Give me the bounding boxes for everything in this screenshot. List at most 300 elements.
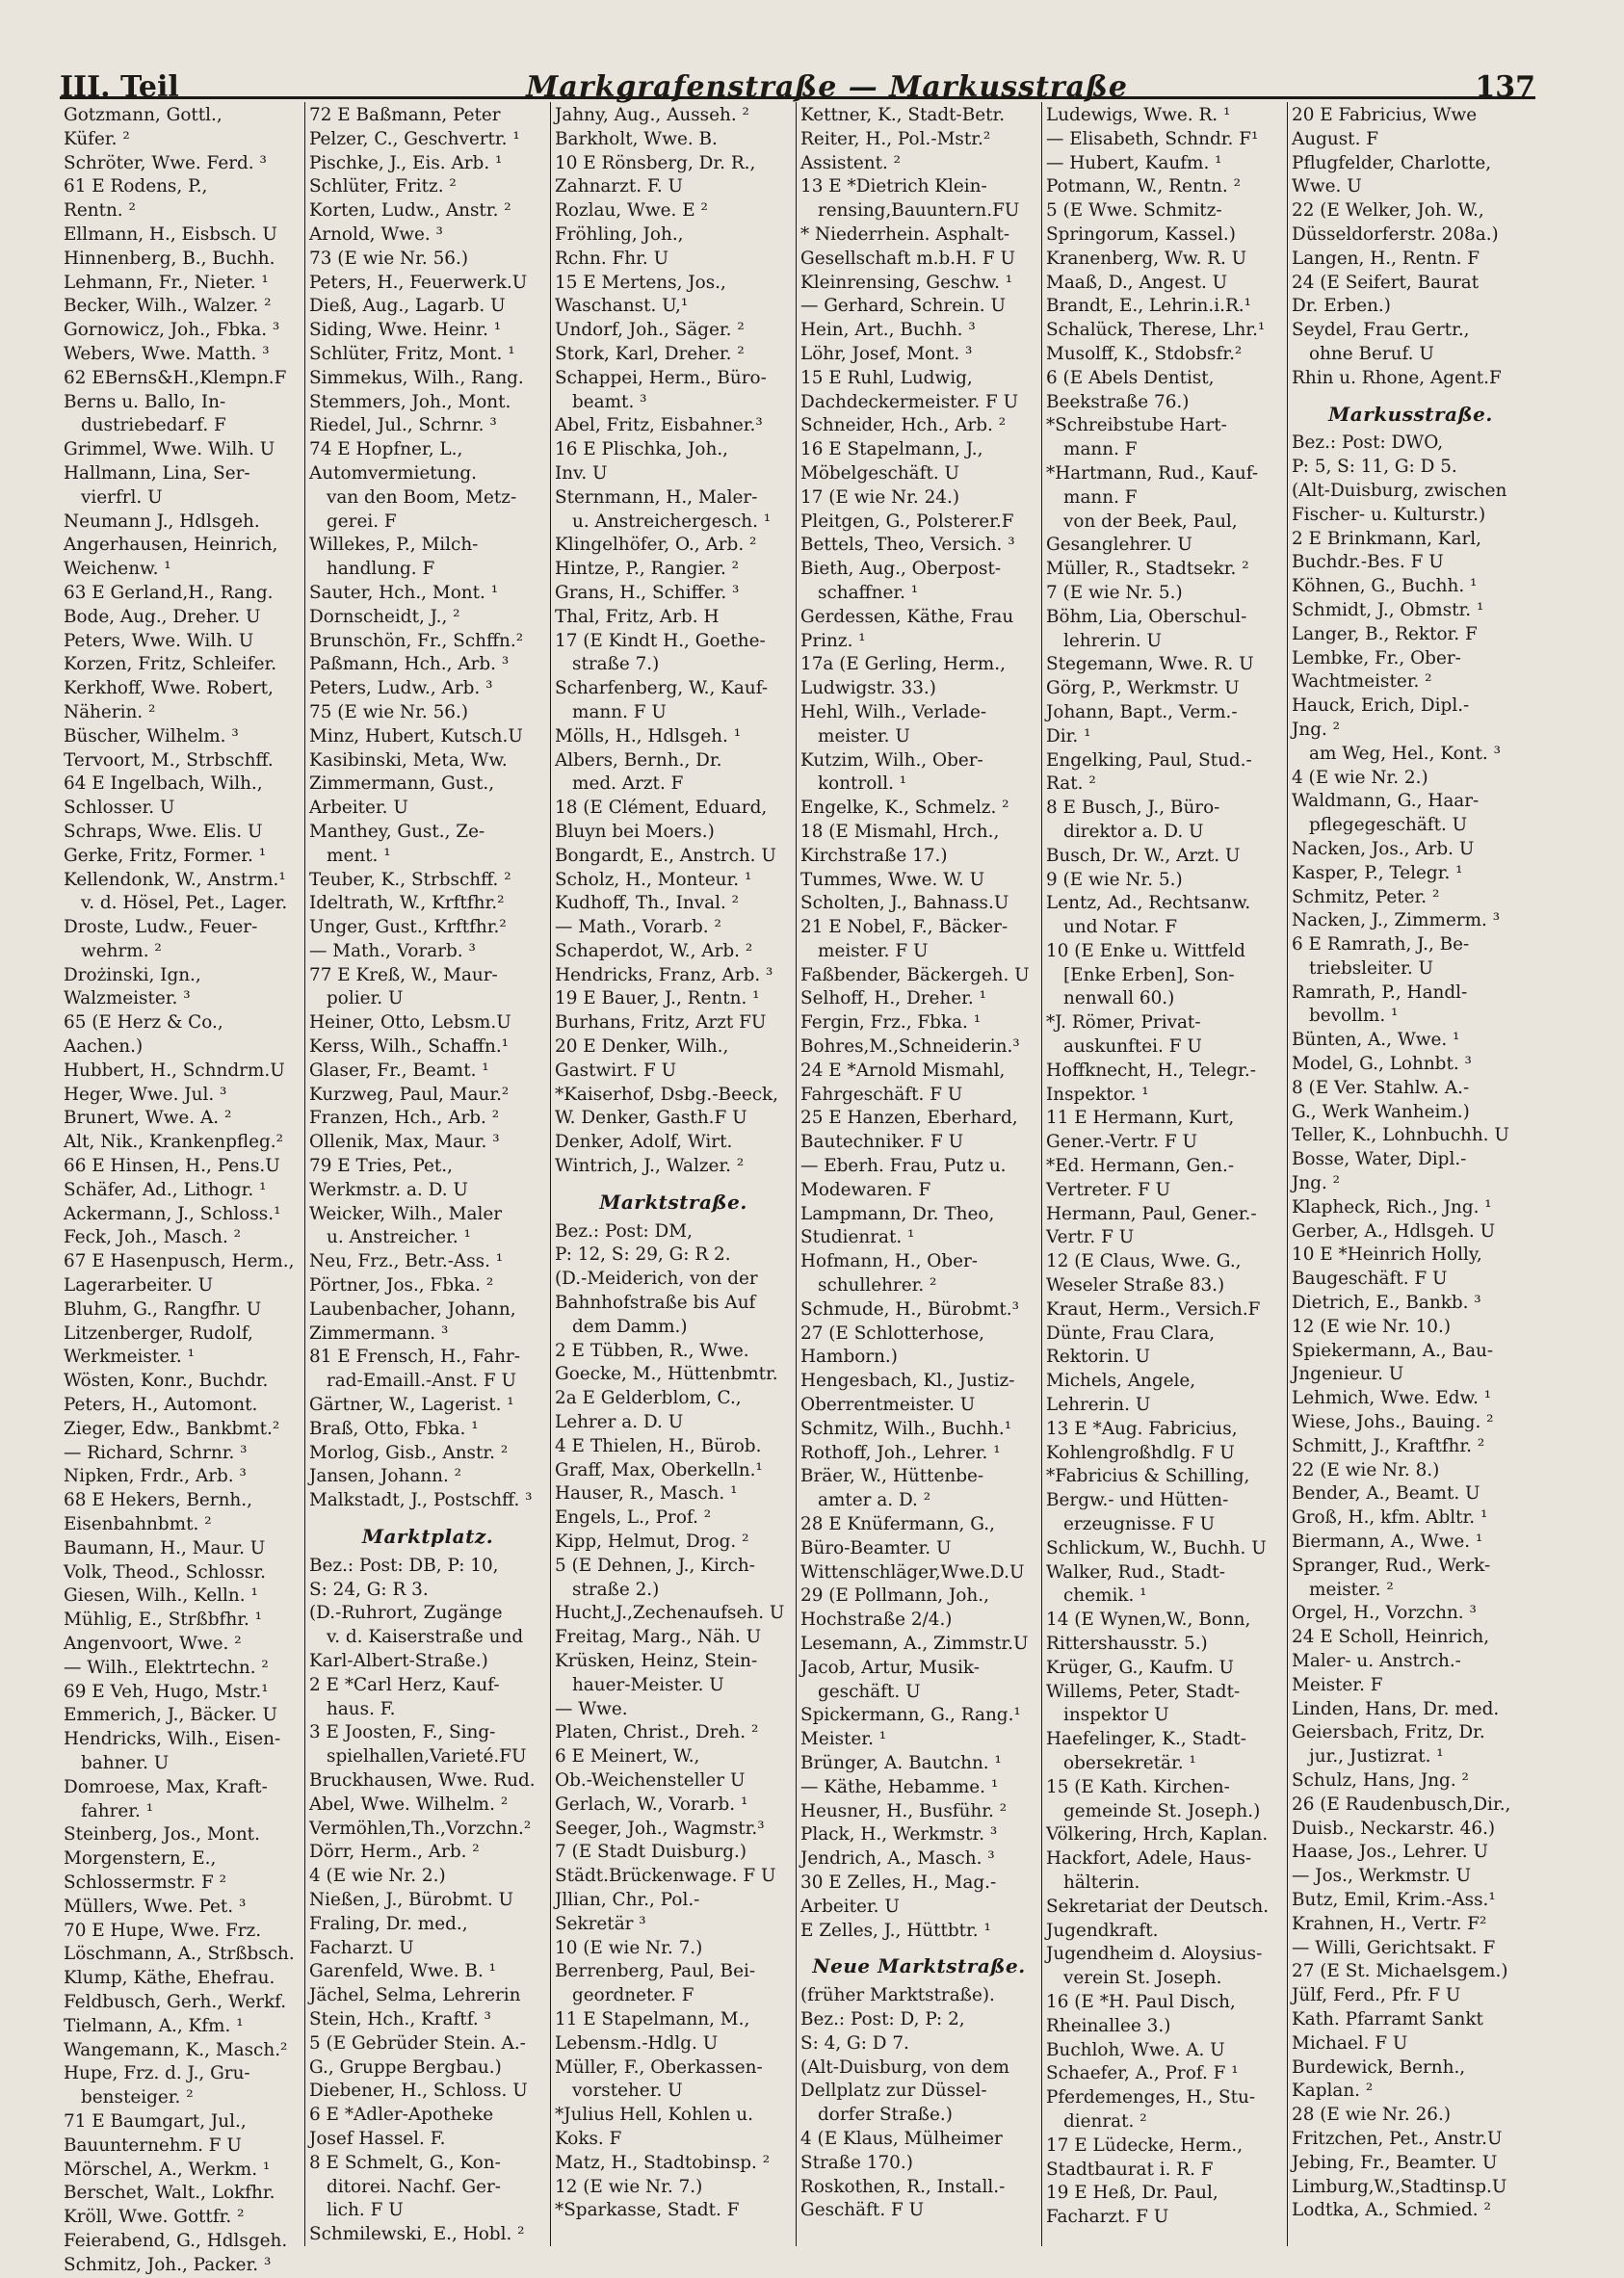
directory-entry: 17 E Lüdecke, Herm.,	[1046, 2134, 1244, 2156]
directory-entry: Bergw.- und Hütten-	[1046, 1490, 1229, 1511]
directory-entry: Schlossermstr. F ²	[64, 1872, 226, 1893]
directory-entry: Hauser, R., Masch. ¹	[555, 1483, 738, 1505]
directory-entry: *Fabricius & Schilling,	[1046, 1466, 1250, 1487]
directory-entry: Weicker, Wilh., Maler	[309, 1203, 503, 1224]
directory-entry: Feck, Joh., Masch. ²	[64, 1227, 242, 1248]
directory-entry: 61 E Rodens, P.,	[64, 176, 208, 197]
directory-entry: 2 E Brinkmann, Karl,	[1292, 528, 1481, 549]
directory-entry: Bräer, W., Hüttenbe-	[800, 1466, 984, 1487]
directory-entry: Krüsken, Heinz, Stein-	[555, 1651, 758, 1671]
directory-entry: Gesellschaft m.b.H. F U	[800, 248, 1015, 269]
directory-entry: Krahnen, H., Vertr. F²	[1292, 1913, 1487, 1934]
directory-entry: 2 E *Carl Herz, Kauf-	[309, 1674, 500, 1695]
directory-entry-continuation: beamt. ³	[572, 391, 647, 412]
directory-entry: Meister. F	[1292, 1674, 1383, 1695]
directory-entry: Heiner, Otto, Lebsm.U	[309, 1012, 511, 1034]
directory-entry-continuation: kontroll. ¹	[818, 773, 907, 795]
directory-entry: Geiersbach, Fritz, Dr.	[1292, 1722, 1485, 1743]
directory-entry-continuation: schullehrer. ²	[818, 1275, 937, 1296]
directory-entry: Seeger, Joh., Wagmstr.³	[555, 1818, 765, 1839]
directory-entry: Morlog, Gisb., Anstr. ²	[309, 1442, 509, 1463]
directory-entry: 11 E Hermann, Kurt,	[1046, 1108, 1235, 1129]
directory-entry: Pferdemenges, H., Stu-	[1046, 2087, 1256, 2108]
directory-entry: Automvermietung.	[309, 462, 477, 484]
directory-entry: Jng. ²	[1292, 1173, 1341, 1194]
directory-entry: Hoffknecht, H., Telegr.-	[1046, 1060, 1256, 1081]
directory-entry: Schmilewski, E., Hobl. ²	[309, 2224, 525, 2245]
directory-entry: Giesen, Wilh., Kelln. ¹	[64, 1585, 258, 1607]
directory-entry-continuation: gerei. F	[327, 511, 397, 532]
directory-entry: Schmude, H., Bürobmt.³	[800, 1298, 1019, 1320]
directory-entry-continuation: dustriebedarf. F	[81, 415, 226, 436]
directory-entry: Bluyn bei Moers.)	[555, 821, 715, 842]
directory-entry: Droste, Ludw., Feuer-	[64, 917, 258, 938]
directory-entry: Gerlach, W., Vorarb. ¹	[555, 1794, 748, 1815]
directory-entry: Hauck, Erich, Dipl.-	[1292, 695, 1470, 717]
directory-entry: 26 (E Raudenbusch,Dir.,	[1292, 1794, 1511, 1815]
directory-entry: Dachdeckermeister. F U	[800, 391, 1019, 412]
directory-entry: Abel, Fritz, Eisbahner.³	[555, 415, 763, 436]
directory-entry: Ob.-Weichensteller U	[555, 1769, 746, 1791]
directory-entry: Feldbusch, Gerh., Werkf.	[64, 1991, 287, 2012]
directory-entry: Steinberg, Jos., Mont.	[64, 1824, 260, 1846]
directory-entry: Kellendonk, W., Anstrm.¹	[64, 869, 286, 890]
directory-entry: 16 (E *H. Paul Disch,	[1046, 1991, 1236, 2012]
directory-entry: Lehrer a. D. U	[555, 1412, 684, 1433]
directory-entry: 69 E Veh, Hugo, Mstr.¹	[64, 1681, 269, 1702]
directory-entry: Riedel, Jul., Schrnr. ³	[309, 415, 497, 436]
directory-entry: Dir. ¹	[1046, 725, 1091, 746]
directory-entry: 13 E *Dietrich Klein-	[800, 176, 987, 197]
directory-entry: 30 E Zelles, H., Mag.-	[800, 1872, 997, 1893]
directory-entry: Schlickum, W., Buchh. U	[1046, 1537, 1267, 1558]
directory-entry-continuation: ohne Beruf. U	[1309, 343, 1434, 364]
directory-entry: Wangemann, K., Masch.²	[64, 2039, 288, 2060]
directory-entry: Morgenstern, E.,	[64, 1848, 217, 1870]
directory-entry: — Willi, Gerichtsakt. F	[1292, 1937, 1496, 1958]
directory-entry: Peters, H., Automont.	[64, 1395, 258, 1416]
directory-entry: 29 (E Pollmann, Joh.,	[800, 1585, 989, 1607]
column-2	[305, 102, 551, 2246]
directory-entry: Kath. Pfarramt Sankt	[1292, 2008, 1483, 2029]
directory-entry: Franzen, Hch., Arb. ²	[309, 1108, 500, 1129]
directory-entry: Schmitz, Peter. ²	[1292, 886, 1440, 907]
directory-entry: Kerkhoff, Wwe. Robert,	[64, 678, 274, 699]
directory-entry: Mühlig, E., Strßbfhr. ¹	[64, 1610, 263, 1631]
directory-entry: Peters, H., Feuerwerk.U	[309, 272, 528, 293]
directory-entry: Neumann J., Hdlsgeh.	[64, 511, 260, 532]
directory-entry: Schneider, Hch., Arb. ²	[800, 415, 1007, 436]
directory-entry: 6 E *Adler-Apotheke	[309, 2105, 494, 2126]
directory-entry: Dr. Erben.)	[1292, 296, 1391, 317]
directory-entry-continuation: dorfer Straße.)	[818, 2105, 953, 2126]
directory-entry-continuation: lehrerin. U	[1063, 630, 1162, 651]
directory-entry: Pörtner, Jos., Fbka. ²	[309, 1275, 494, 1296]
directory-entry: 24 E *Arnold Mismahl,	[800, 1060, 1006, 1081]
directory-entry: Dellplatz zur Düssel-	[800, 2081, 987, 2102]
directory-entry: Bluhm, G., Rangfhr. U	[64, 1298, 262, 1320]
directory-entry: Bünten, A., Wwe. ¹	[1292, 1030, 1460, 1051]
directory-entry: Dornscheidt, J., ²	[309, 606, 460, 627]
directory-entry: 5 (E Gebrüder Stein. A.-	[309, 2032, 526, 2054]
directory-entry: Schlüter, Fritz, Mont. ¹	[309, 343, 515, 364]
directory-entry: — Gerhard, Schrein. U	[800, 296, 1007, 317]
directory-entry-continuation: triebsleiter. U	[1309, 957, 1434, 979]
directory-entry: Wintrich, J., Walzer. ²	[555, 1156, 745, 1177]
directory-entry: Nacken, J., Zimmerm. ³	[1292, 910, 1501, 931]
directory-entry: Gesanglehrer. U	[1046, 535, 1192, 556]
directory-entry: Kasper, P., Telegr. ¹	[1292, 862, 1463, 883]
directory-entry: 71 E Baumgart, Jul.,	[64, 2110, 247, 2132]
directory-entry: Bender, A., Beamt. U	[1292, 1483, 1480, 1505]
directory-entry: Plack, H., Werkmstr. ³	[800, 1824, 998, 1846]
directory-entry: Studienrat. ¹	[800, 1227, 915, 1248]
directory-entry: Müller, R., Stadtsekr. ²	[1046, 559, 1249, 580]
directory-entry: Arbeiter. U	[309, 798, 408, 819]
directory-entry: Schäfer, Ad., Lithogr. ¹	[64, 1179, 267, 1200]
directory-entry: Weseler Straße 83.)	[1046, 1275, 1225, 1296]
directory-entry-continuation: bensteiger. ²	[81, 2087, 194, 2108]
directory-entry: Vertr. F U	[1046, 1227, 1135, 1248]
directory-entry: Dietrich, E., Bankb. ³	[1292, 1293, 1481, 1314]
directory-entry: Oberrentmeister. U	[800, 1395, 976, 1416]
directory-entry: Berschet, Walt., Lokfhr.	[64, 2183, 275, 2204]
directory-entry: Böhm, Lia, Oberschul-	[1046, 606, 1247, 627]
directory-entry: Korzen, Fritz, Schleifer.	[64, 654, 277, 675]
directory-entry-continuation: [Enke Erben], Son-	[1063, 964, 1235, 985]
directory-entry: Lagerarbeiter. U	[64, 1275, 214, 1296]
directory-entry: Willekes, P., Milch-	[309, 535, 479, 556]
directory-entry: 12 (E wie Nr. 10.)	[1292, 1316, 1452, 1337]
directory-entry-continuation: von der Beek, Paul,	[1063, 511, 1238, 532]
directory-entry: Hubbert, H., Schndrm.U	[64, 1060, 285, 1081]
directory-entry: Gerdessen, Käthe, Frau	[800, 606, 1014, 627]
directory-entry-continuation: hauer-Meister. U	[572, 1674, 724, 1695]
directory-entry: Kipp, Helmut, Drog. ²	[555, 1532, 749, 1553]
directory-entry: Denker, Adolf, Wirt.	[555, 1132, 733, 1153]
directory-entry-continuation: vierfrl. U	[81, 486, 163, 508]
directory-entry: Hucht,J.,Zechenaufseh. U	[555, 1603, 785, 1624]
directory-entry-continuation: dienrat. ²	[1063, 2110, 1147, 2132]
directory-entry-continuation: lich. F U	[327, 2200, 404, 2221]
directory-entry: Kirchstraße 17.)	[800, 845, 948, 866]
directory-entry: Schappei, Herm., Büro-	[555, 367, 767, 388]
directory-entry: Schmitz, Joh., Packer. ³	[64, 2254, 272, 2275]
column-1	[60, 102, 305, 2275]
directory-entry: E Zelles, J., Hüttbtr. ¹	[800, 1920, 991, 1941]
directory-entry: Biermann, A., Wwe. ¹	[1292, 1532, 1483, 1553]
directory-entry: Bohres,M.,Schneiderin.³	[800, 1036, 1020, 1058]
directory-entry: Hackfort, Adele, Haus-	[1046, 1848, 1252, 1870]
street-heading: Marktplatz.	[361, 1525, 494, 1549]
directory-entry: 74 E Hopfner, L.,	[309, 439, 463, 460]
directory-entry-continuation: auskunftei. F U	[1063, 1036, 1202, 1058]
directory-entry: Peters, Wwe. Wilh. U	[64, 630, 254, 651]
directory-entry: 15 E Ruhl, Ludwig,	[800, 367, 973, 388]
directory-entry: Städt.Brückenwage. F U	[555, 1866, 776, 1887]
directory-entry: 28 E Knüfermann, G.,	[800, 1514, 995, 1535]
directory-entry: Jugendheim d. Aloysius-	[1046, 1944, 1263, 1965]
directory-entry: Duisb., Neckarstr. 46.)	[1292, 1818, 1496, 1839]
directory-entry-continuation: mann. F	[1063, 486, 1138, 508]
directory-entry: 12 (E wie Nr. 7.)	[555, 2176, 703, 2197]
directory-entry: Malkstadt, J., Postschff. ³	[309, 1490, 533, 1511]
directory-entry: Fraling, Dr. med.,	[309, 1913, 468, 1934]
directory-entry-continuation: med. Arzt. F	[572, 773, 684, 795]
directory-entry: Aachen.)	[64, 1036, 144, 1058]
directory-entry: Wwe. U	[1292, 176, 1362, 197]
directory-entry: Jülf, Ferd., Pfr. F U	[1292, 1985, 1461, 2006]
directory-entry: Pflugfelder, Charlotte,	[1292, 152, 1492, 173]
directory-entry: Hehl, Wilh., Verlade-	[800, 701, 987, 722]
directory-entry: (Alt-Duisburg, von dem	[800, 2056, 1009, 2078]
street-heading: Marktstraße.	[599, 1190, 747, 1214]
directory-entry: 7 (E Stadt Duisburg.)	[555, 1842, 747, 1863]
directory-entry: Langen, H., Rentn. F	[1292, 248, 1480, 269]
directory-entry: Butz, Emil, Krim.-Ass.¹	[1292, 1889, 1496, 1910]
directory-entry: Teuber, K., Strbschff. ²	[309, 869, 511, 890]
directory-entry: 24 (E Seifert, Baurat	[1292, 272, 1480, 293]
directory-entry: 6 E Meinert, W.,	[555, 1746, 700, 1767]
directory-entry: Wösten, Konr., Buchdr.	[64, 1371, 269, 1392]
directory-entry: Baugeschäft. F U	[1292, 1269, 1448, 1290]
directory-entry-continuation: direktor a. D. U	[1063, 821, 1204, 842]
directory-entry: Tielmann, A., Kfm. ¹	[64, 2015, 244, 2036]
directory-entry: Haefelinger, K., Stadt-	[1046, 1729, 1246, 1750]
directory-entry: Rat. ²	[1046, 773, 1096, 795]
directory-entry: Neu, Frz., Betr.-Ass. ¹	[309, 1251, 504, 1272]
directory-entry: Gerber, A., Hdlsgeh. U	[1292, 1220, 1496, 1242]
directory-entry: *Hartmann, Rud., Kauf-	[1046, 462, 1259, 484]
directory-entry: Pischke, J., Eis. Arb. ¹	[309, 152, 503, 173]
directory-entry: 77 E Kreß, W., Maur-	[309, 964, 498, 985]
directory-entry: Stemmers, Joh., Mont.	[309, 391, 511, 412]
directory-entry: Zahnarzt. F. U	[555, 176, 684, 197]
directory-entry: Brunert, Wwe. A. ²	[64, 1108, 232, 1129]
directory-entry: Reiter, H., Pol.-Mstr.²	[800, 128, 991, 149]
directory-entry-continuation: u. Anstreichergesch. ¹	[572, 511, 772, 532]
directory-entry: 19 E Heß, Dr. Paul,	[1046, 2183, 1218, 2204]
directory-entry: Lesemann, A., Zimmstr.U	[800, 1634, 1029, 1654]
directory-entry-continuation: polier. U	[327, 988, 404, 1009]
directory-entry: Spranger, Rud., Werk-	[1292, 1555, 1491, 1576]
directory-entry: Beekstraße 76.)	[1046, 391, 1190, 412]
directory-entry: Berrenberg, Paul, Bei-	[555, 1961, 756, 1982]
directory-entry: Platen, Christ., Dreh. ²	[555, 1722, 759, 1743]
directory-entry: Schmitt, J., Kraftfhr. ²	[1292, 1435, 1485, 1456]
directory-entry: Gerke, Fritz, Former. ¹	[64, 845, 267, 866]
directory-entry-continuation: gemeinde St. Joseph.)	[1063, 1800, 1261, 1821]
directory-entry-continuation: meister. U	[818, 725, 910, 746]
directory-entry: Nacken, Jos., Arb. U	[1292, 838, 1475, 859]
directory-entry: 28 (E wie Nr. 26.)	[1292, 2105, 1452, 2126]
directory-entry: Küfer. ²	[64, 128, 130, 149]
directory-entry: — Hubert, Kaufm. ¹	[1046, 152, 1222, 173]
directory-entry: Lembke, Fr., Ober-	[1292, 647, 1461, 668]
directory-entry: Bosse, Water, Dipl.-	[1292, 1149, 1467, 1170]
directory-entry: Ellmann, H., Eisbsch. U	[64, 223, 277, 245]
directory-entry: Hamborn.)	[800, 1347, 898, 1368]
directory-entry: Simmekus, Wilh., Rang.	[309, 367, 524, 388]
directory-entry: 18 (E Clément, Eduard,	[555, 798, 768, 819]
directory-entry: Zieger, Edw., Bankbmt.²	[64, 1418, 280, 1439]
directory-entry: Bautechniker. F U	[800, 1132, 964, 1153]
directory-entry: S: 24, G: R 3.	[309, 1579, 429, 1600]
column-6	[1288, 102, 1533, 2246]
column-3	[551, 102, 797, 2246]
directory-entry: Sternmann, H., Maler-	[555, 486, 758, 508]
directory-entry: Domroese, Max, Kraft-	[64, 1776, 268, 1797]
directory-entry: Siding, Wwe. Heinr. ¹	[309, 320, 502, 341]
directory-entry: Stein, Hch., Kraftf. ³	[309, 2008, 491, 2029]
directory-entry: Dünte, Frau Clara,	[1046, 1322, 1216, 1344]
directory-entry: Büscher, Wilhelm. ³	[64, 725, 239, 746]
directory-entry: 5 (E Dehnen, J., Kirch-	[555, 1555, 755, 1576]
directory-entry: Orgel, H., Vorzchn. ³	[1292, 1603, 1477, 1624]
directory-entry: Arnold, Wwe. ³	[309, 223, 443, 245]
directory-entry: Litzenberger, Rudolf,	[64, 1322, 253, 1344]
directory-entry-continuation: spielhallen,Varieté.FU	[327, 1746, 527, 1767]
directory-entry: Garenfeld, Wwe. B. ¹	[309, 1961, 497, 1982]
directory-entry: Grimmel, Wwe. Wilh. U	[64, 439, 275, 460]
header-rule	[60, 96, 1535, 99]
directory-entry: Hengesbach, Kl., Justiz-	[800, 1371, 1015, 1392]
directory-entry: Busch, Dr. W., Arzt. U	[1046, 845, 1241, 866]
directory-entry: 9 (E wie Nr. 5.)	[1046, 869, 1183, 890]
directory-entry: Werkmstr. a. D. U	[309, 1179, 468, 1200]
directory-entry: 27 (E Schlotterhose,	[800, 1322, 984, 1344]
directory-entry: Kohlengroßhdlg. F U	[1046, 1442, 1235, 1463]
directory-entry: Rektorin. U	[1046, 1347, 1151, 1368]
directory-entry: Ludwigstr. 33.)	[800, 678, 936, 699]
directory-entry: Roskothen, R., Install.-	[800, 2176, 1006, 2197]
directory-entry: Jngenieur. U	[1292, 1364, 1404, 1385]
directory-entry-continuation: meister. ²	[1309, 1579, 1394, 1600]
directory-entry: 27 (E St. Michaelsgem.)	[1292, 1961, 1508, 1982]
directory-entry: Alt, Nik., Krankenpfleg.²	[64, 1132, 284, 1153]
directory-entry: Emmerich, J., Bäcker. U	[64, 1705, 277, 1726]
directory-entry: Schlosser. U	[64, 798, 175, 819]
directory-entry: 64 E Ingelbach, Wilh.,	[64, 773, 263, 795]
directory-entry: Minz, Hubert, Kutsch.U	[309, 725, 523, 746]
directory-entry-continuation: pflegegeschäft. U	[1309, 815, 1468, 836]
directory-entry-continuation: amter a. D. ²	[818, 1490, 931, 1511]
entry-columns	[60, 102, 1535, 2275]
directory-entry-continuation: am Weg, Hel., Kont. ³	[1309, 743, 1501, 764]
directory-entry-continuation: van den Boom, Metz-	[327, 486, 517, 508]
directory-entry: Dörr, Herm., Arb. ²	[309, 1842, 480, 1863]
directory-entry: Matz, H., Stadtobinsp. ²	[555, 2152, 771, 2173]
directory-entry: Bez.: Post: D, P: 2,	[800, 2008, 965, 2029]
directory-entry: Hofmann, H., Ober-	[800, 1251, 979, 1272]
directory-entry-continuation: v. d. Hösel, Pet., Lager.	[81, 893, 288, 914]
directory-entry: Düsseldorferstr. 208a.)	[1292, 223, 1499, 245]
directory-entry: Rentn. ²	[64, 200, 136, 222]
directory-entry: Josef Hassel. F.	[309, 2128, 446, 2149]
directory-entry: Bieth, Aug., Oberpost-	[800, 559, 1002, 580]
directory-entry: Löhr, Josef, Mont. ³	[800, 343, 973, 364]
directory-entry: Brünger, A. Bautchn. ¹	[800, 1752, 1002, 1773]
directory-entry: Schlüter, Fritz. ²	[309, 176, 457, 197]
directory-entry: — Jos., Werkmstr. U	[1292, 1866, 1472, 1887]
directory-entry: Peters, Ludw., Arb. ³	[309, 678, 493, 699]
directory-entry: Modewaren. F	[800, 1179, 931, 1200]
directory-entry: Schulz, Hans, Jng. ²	[1292, 1769, 1469, 1791]
directory-entry: Graff, Max, Oberkelln.¹	[555, 1459, 763, 1480]
directory-entry: Vermöhlen,Th.,Vorzchn.²	[309, 1818, 532, 1839]
directory-entry: 8 E Busch, J., Büro-	[1046, 798, 1220, 819]
directory-entry: (D.-Ruhrort, Zugänge	[309, 1603, 503, 1624]
directory-entry: Assistent. ²	[800, 152, 902, 173]
directory-entry: Glaser, Fr., Beamt. ¹	[309, 1060, 489, 1081]
directory-entry-continuation: bahner. U	[81, 1752, 170, 1773]
directory-entry: Krüger, G., Kaufm. U	[1046, 1657, 1235, 1678]
directory-entry: — Eberh. Frau, Putz u.	[800, 1156, 1007, 1177]
directory-entry: Stegemann, Wwe. R. U	[1046, 654, 1254, 675]
directory-entry: Springorum, Kassel.)	[1046, 223, 1236, 245]
directory-entry: Müller, F., Oberkassen-	[555, 2056, 763, 2078]
directory-entry: 11 E Stapelmann, M.,	[555, 2008, 750, 2029]
directory-entry: Bez.: Post: DM,	[555, 1220, 693, 1242]
directory-entry: Hermann, Paul, Gener.-	[1046, 1203, 1257, 1224]
directory-entry: Rittershausstr. 5.)	[1046, 1634, 1208, 1654]
directory-entry: Jllian, Chr., Pol.-	[555, 1889, 700, 1910]
directory-entry: Schraps, Wwe. Elis. U	[64, 821, 263, 842]
directory-entry: G., Werk Wanheim.)	[1292, 1101, 1470, 1122]
directory-entry: Lodtka, A., Schmied. ²	[1292, 2200, 1491, 2221]
directory-entry: Scholten, J., Bahnass.U	[800, 893, 1009, 914]
directory-entry: Hinnenberg, B., Buchh.	[64, 248, 275, 269]
directory-entry-continuation: fahrer. ¹	[81, 1800, 154, 1821]
directory-entry: — Wilh., Elektrtechn. ²	[64, 1657, 269, 1678]
directory-entry-continuation: verein St. Joseph.	[1063, 1968, 1222, 1989]
directory-entry: 19 E Bauer, J., Rentn. ¹	[555, 988, 760, 1009]
directory-entry: (früher Marktstraße).	[800, 1985, 995, 2006]
directory-entry: Facharzt. F U	[1046, 2207, 1169, 2228]
directory-entry: Becker, Wilh., Walzer. ²	[64, 296, 272, 317]
directory-entry: 20 E Denker, Wilh.,	[555, 1036, 729, 1058]
directory-entry: Kraut, Herm., Versich.F	[1046, 1298, 1261, 1320]
column-4	[797, 102, 1042, 2246]
directory-entry: Teller, K., Lohnbuchh. U	[1292, 1125, 1509, 1146]
directory-entry: — Math., Vorarb. ²	[555, 917, 721, 938]
directory-entry: Fritzchen, Pet., Anstr.U	[1292, 2128, 1503, 2149]
directory-entry: Paßmann, Hch., Arb. ³	[309, 654, 510, 675]
directory-entry: Engelking, Paul, Stud.-	[1046, 749, 1252, 771]
directory-entry: Prinz. ¹	[800, 630, 866, 651]
directory-entry: 72 E Baßmann, Peter	[309, 105, 501, 125]
directory-entry: Gornowicz, Joh., Fbka. ³	[64, 320, 280, 341]
directory-entry: *Schreibstube Hart-	[1046, 415, 1227, 436]
directory-entry: — Elisabeth, Schndr. F¹	[1046, 128, 1259, 149]
directory-entry: 15 E Mertens, Jos.,	[555, 272, 726, 293]
directory-entry: Hendricks, Wilh., Eisen-	[64, 1729, 281, 1750]
directory-entry: Jebing, Fr., Beamter. U	[1292, 2152, 1498, 2173]
directory-entry: Walker, Rud., Stadt-	[1046, 1561, 1225, 1583]
directory-entry: Selhoff, H., Dreher. ¹	[800, 988, 986, 1009]
directory-entry: 4 (E wie Nr. 2.)	[309, 1866, 446, 1887]
column-5	[1042, 102, 1288, 2246]
directory-entry: Sekretär ³	[555, 1913, 646, 1934]
directory-entry: Langer, B., Rektor. F	[1292, 623, 1478, 644]
directory-entry: Johann, Bapt., Verm.-	[1046, 701, 1238, 722]
directory-entry: Walzmeister. ³	[64, 988, 191, 1009]
directory-entry: August. F	[1292, 128, 1379, 149]
directory-entry: Groß, H., kfm. Abltr. ¹	[1292, 1507, 1488, 1529]
directory-entry: 67 E Hasenpusch, Herm.,	[64, 1251, 295, 1272]
directory-entry: Brunschön, Fr., Schffn.²	[309, 630, 524, 651]
directory-entry: 25 E Hanzen, Eberhard,	[800, 1108, 1018, 1129]
